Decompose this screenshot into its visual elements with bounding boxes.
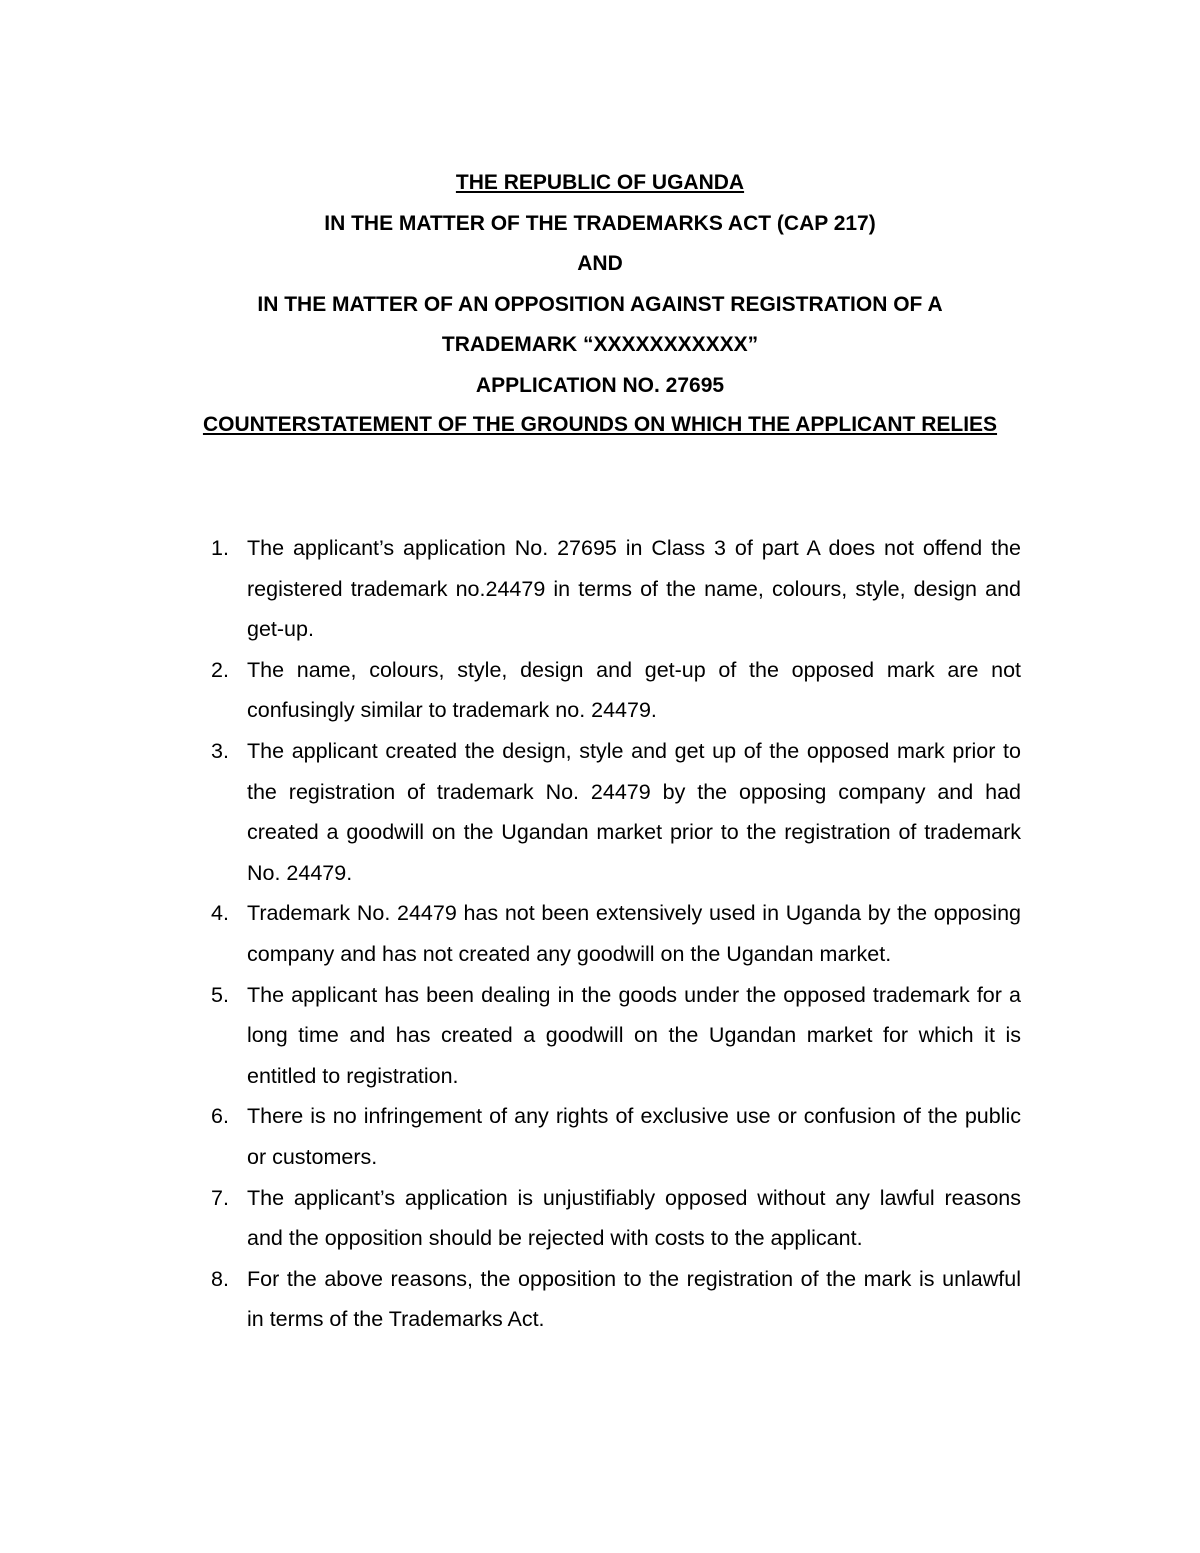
ground-item xyxy=(205,1178,1021,1259)
ground-number: 5. xyxy=(211,982,229,1007)
ground-item xyxy=(205,731,1021,893)
ground-item xyxy=(205,893,1021,974)
ground-text: There is no infringement of any rights of exclusive use or confusion of the public or customers. xyxy=(247,1104,1021,1169)
republic-heading: THE REPUBLIC OF UGANDA xyxy=(455,171,745,194)
ground-number: 1. xyxy=(211,536,229,560)
ground-number: 7. xyxy=(211,1185,229,1210)
ground-item xyxy=(205,650,1021,731)
grounds-list xyxy=(205,528,1021,1340)
ground-text: Trademark No. 24479 has not been extensively used in Uganda by the opposing company and has not created any goodwill on the Ugandan market. xyxy=(247,901,1021,966)
document-title: COUNTERSTATEMENT OF THE GROUNDS ON WHICH THE APPLICANT RELIES xyxy=(202,413,998,436)
and-heading: AND xyxy=(577,252,623,275)
trademark-heading: TRADEMARK “XXXXXXXXXXX” xyxy=(441,333,759,356)
ground-text: For the above reasons, the opposition to the registration of the mark is unlawful in terms of the Trademarks Act. xyxy=(247,1266,1021,1332)
ground-item xyxy=(205,975,1021,1097)
ground-number: 4. xyxy=(211,901,229,926)
ground-text: The applicant created the design, style and get up of the opposed mark prior to the registration of trademark No. 24479 by the opposing company and had created a goodwill on the Ugandan market prior to the registration of trademark No. 24479. xyxy=(247,738,1021,885)
ground-number: 6. xyxy=(211,1104,229,1129)
document-heading xyxy=(180,168,1020,439)
application-number-heading: APPLICATION NO. 27695 xyxy=(475,373,725,397)
ground-text: The applicant’s application is unjustifiably opposed without any lawful reasons and the opposition should be rejected with costs to the applicant. xyxy=(247,1185,1021,1251)
matter-act-heading: IN THE MATTER OF THE TRADEMARKS ACT (CAP 217) xyxy=(324,211,876,235)
ground-number: 3. xyxy=(211,738,229,763)
ground-item xyxy=(205,1096,1021,1177)
ground-text: The applicant’s application No. 27695 in Class 3 of part A does not offend the registered trademark no.24479 in terms of the name, colours, style, design and get-up. xyxy=(247,536,1021,642)
ground-item xyxy=(205,528,1021,650)
ground-text: The name, colours, style, design and get-up of the opposed mark are not confusingly similar to trademark no. 24479. xyxy=(247,657,1021,723)
ground-number: 8. xyxy=(211,1266,229,1291)
matter-opposition-heading: IN THE MATTER OF AN OPPOSITION AGAINST REGISTRATION OF A xyxy=(257,292,943,316)
ground-item xyxy=(205,1259,1021,1340)
ground-text: The applicant has been dealing in the goods under the opposed trademark for a long time and has created a goodwill on the Ugandan market for which it is entitled to registration. xyxy=(247,982,1021,1088)
ground-number: 2. xyxy=(211,657,229,682)
